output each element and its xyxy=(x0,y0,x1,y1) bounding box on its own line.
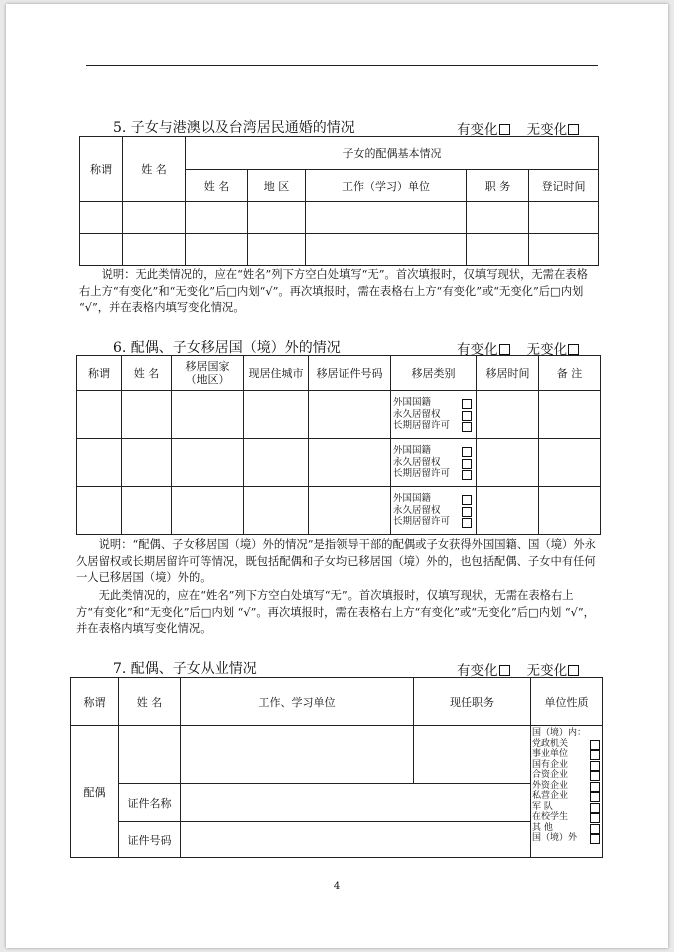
s7-cert-no-label: 证件号码 xyxy=(119,822,181,858)
category-checkbox[interactable] xyxy=(462,470,472,480)
category-checkbox[interactable] xyxy=(462,459,472,469)
section7-has-change-label: 有变化 xyxy=(457,663,498,679)
table-row xyxy=(77,487,601,535)
section7-title: 7. 配偶、子女从业情况 xyxy=(113,661,257,677)
table-row xyxy=(80,202,599,234)
section7-no-change-label: 无变化 xyxy=(526,663,568,679)
s7-header-appellation: 称谓 xyxy=(71,678,119,726)
s5-header-reg-time: 登记时间 xyxy=(529,170,599,202)
category-checkbox[interactable] xyxy=(462,411,472,421)
nature-checkbox[interactable] xyxy=(590,834,600,844)
section6-no-change-checkbox[interactable] xyxy=(568,344,579,355)
nature-domestic-heading: 国（境）内： xyxy=(532,728,587,738)
category-checkbox[interactable] xyxy=(462,495,472,505)
s6-header-cert-no: 移居证件号码 xyxy=(309,356,391,391)
s6-header-name: 姓 名 xyxy=(122,356,172,391)
cert-number-field[interactable] xyxy=(181,822,531,858)
section7-no-change-checkbox[interactable] xyxy=(568,665,579,676)
migration-category-options: 外国国籍 永久居留权 长期居留许可 xyxy=(391,487,477,535)
table-row xyxy=(80,234,599,266)
s5-header-position: 职 务 xyxy=(467,170,529,202)
s6-header-time: 移居时间 xyxy=(477,356,539,391)
section6-table xyxy=(76,355,601,535)
s6-header-category: 移居类别 xyxy=(391,356,477,391)
section5-change-flags xyxy=(457,118,579,138)
category-checkbox[interactable] xyxy=(462,422,472,432)
table-row xyxy=(77,391,601,439)
s5-header-spouse-name: 姓 名 xyxy=(186,170,248,202)
section5-title: 5. 子女与港澳以及台湾居民通婚的情况 xyxy=(113,120,355,136)
s6-header-city: 现居住城市 xyxy=(244,356,309,391)
section7-table xyxy=(70,677,603,858)
section6-no-change-label: 无变化 xyxy=(526,342,568,358)
section6-note2: 无此类情况的，应在“姓名”列下方空白处填写“无”。首次填报时，仅填写现状，无需在表格右上方“有变化”和“无变化”后□内划 “√”。再次填报时，需在表格右上方“有变化”或“无变化”后□内划 “√”，并在表格内填写变化情况。 xyxy=(76,589,595,636)
s6-header-appellation: 称谓 xyxy=(77,356,122,391)
s6-header-remark: 备 注 xyxy=(539,356,601,391)
section5-no-change-checkbox[interactable] xyxy=(568,124,579,135)
section5-note: 说明：无此类情况的，应在“姓名”列下方空白处填写“无”。首次填报时，仅填写现状，无需在表格右上方“有变化”和“无变化”后□内划“√”。再次填报时，需在表格右上方“有变化”或“无变化”后□内划 “√”，并在表格内填写变化情况。 xyxy=(79,268,588,315)
category-checkbox[interactable] xyxy=(462,507,472,517)
nature-checkbox[interactable] xyxy=(590,740,600,750)
nature-checkbox[interactable] xyxy=(590,792,600,802)
s7-header-nature: 单位性质 xyxy=(531,678,603,726)
s5-header-appellation: 称谓 xyxy=(80,137,123,202)
section5-has-change-checkbox[interactable] xyxy=(499,124,510,135)
nature-checkbox[interactable] xyxy=(590,771,600,781)
nature-checkbox[interactable] xyxy=(590,803,600,813)
cert-name-field[interactable] xyxy=(181,784,531,822)
category-checkbox[interactable] xyxy=(462,447,472,457)
section7-change-flags xyxy=(457,659,579,679)
s7-spouse-label: 配偶 xyxy=(71,726,119,858)
section6-title: 6. 配偶、子女移居国（境）外的情况 xyxy=(113,340,341,356)
s7-cert-name-label: 证件名称 xyxy=(119,784,181,822)
category-checkbox[interactable] xyxy=(462,518,472,528)
section6-note1: 说明：“配偶、子女移居国（境）外的情况”是指领导干部的配偶或子女获得外国国籍、国（境）外永久居留权或长期居留许可等情况，既包括配偶和子女均已移居国（境）外的，也包括配偶、子女中有任何一人已移居国（境）外的。 xyxy=(76,538,596,585)
s7-header-position: 现任职务 xyxy=(414,678,531,726)
s7-header-work-unit: 工作、学习单位 xyxy=(181,678,414,726)
s5-header-region: 地 区 xyxy=(248,170,306,202)
section7-has-change-checkbox[interactable] xyxy=(499,665,510,676)
nature-checkbox[interactable] xyxy=(590,761,600,771)
nature-checkbox[interactable] xyxy=(590,824,600,834)
section5-no-change-label: 无变化 xyxy=(526,122,568,138)
section5-has-change-label: 有变化 xyxy=(457,122,498,138)
header-rule xyxy=(86,65,598,66)
document-page xyxy=(6,4,668,948)
nature-checkbox[interactable] xyxy=(590,813,600,823)
section6-has-change-label: 有变化 xyxy=(457,342,498,358)
table-row xyxy=(77,439,601,487)
section5-table xyxy=(79,136,599,266)
s5-header-spouse-info: 子女的配偶基本情况 xyxy=(186,137,599,170)
category-checkbox[interactable] xyxy=(462,399,472,409)
unit-nature-options: 国（境）内： 党政机关 事业单位 国有企业 合资企业 外资企业 私营企业 军 队 在校学生 其 他 国（境）外 xyxy=(531,726,603,858)
s7-header-name: 姓 名 xyxy=(119,678,181,726)
nature-checkbox[interactable] xyxy=(590,782,600,792)
s6-header-country: 移居国家 （地区） xyxy=(172,356,244,391)
section6-has-change-checkbox[interactable] xyxy=(499,344,510,355)
s5-header-work-unit: 工作（学习）单位 xyxy=(306,170,467,202)
nature-checkbox[interactable] xyxy=(590,750,600,760)
page-number: 4 xyxy=(333,881,341,892)
migration-category-options: 外国国籍 永久居留权 长期居留许可 xyxy=(391,439,477,487)
migration-category-options: 外国国籍 永久居留权 长期居留许可 xyxy=(391,391,477,439)
s5-header-name: 姓 名 xyxy=(123,137,186,202)
